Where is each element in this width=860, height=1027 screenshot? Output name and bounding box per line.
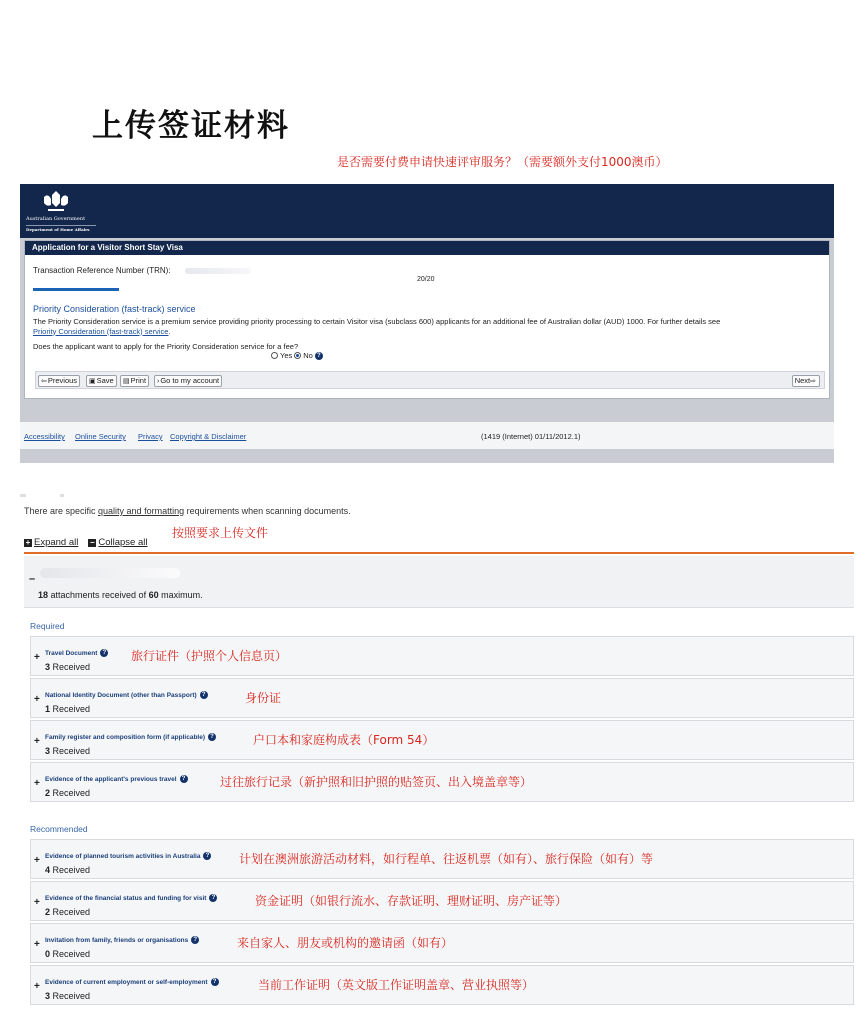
radio-yes[interactable] bbox=[271, 352, 278, 359]
document-title-group bbox=[45, 733, 216, 741]
document-received bbox=[45, 662, 90, 672]
document-row[interactable] bbox=[30, 923, 854, 963]
progress-bar bbox=[33, 288, 119, 291]
document-received-label: Received bbox=[50, 746, 91, 756]
expand-collapse-controls bbox=[24, 537, 148, 548]
document-title-group bbox=[45, 691, 208, 699]
previous-label: Previous bbox=[47, 376, 78, 385]
next-button[interactable] bbox=[792, 375, 820, 387]
government-logo bbox=[26, 189, 88, 233]
document-received bbox=[45, 788, 90, 798]
expand-all-link[interactable]: Expand all bbox=[34, 537, 79, 548]
print-icon: ▤ bbox=[123, 378, 130, 385]
document-received-count: 0 bbox=[45, 949, 51, 959]
document-title: Evidence of current employment or self-employment bbox=[45, 978, 208, 986]
collapse-icon[interactable]: – bbox=[29, 573, 36, 585]
footer-bar bbox=[20, 422, 834, 449]
form-toolbar bbox=[35, 371, 825, 389]
footer-link-accessibility[interactable]: Accessibility bbox=[24, 432, 65, 441]
scan-note-prefix: There are specific bbox=[24, 506, 99, 516]
document-title-group bbox=[45, 936, 199, 944]
help-icon[interactable]: ? bbox=[315, 352, 323, 360]
document-annotation: 过往旅行记录（新护照和旧护照的贴签页、出入境盖章等） bbox=[220, 775, 533, 789]
document-received-count: 3 bbox=[45, 991, 51, 1001]
document-received-count: 3 bbox=[45, 662, 51, 672]
document-title: National Identity Document (other than Passport) bbox=[45, 691, 197, 699]
help-icon[interactable]: ? bbox=[208, 733, 216, 741]
form-panel bbox=[24, 240, 830, 399]
visa-application-screenshot bbox=[20, 184, 834, 463]
priority-description bbox=[33, 317, 829, 336]
document-received bbox=[45, 704, 90, 714]
go-to-account-label: Go to my account bbox=[160, 376, 220, 385]
document-received bbox=[45, 991, 90, 1001]
next-icon: ⇨ bbox=[810, 378, 816, 385]
department-name: Department of Home Affairs bbox=[26, 225, 96, 232]
expand-icon[interactable]: + bbox=[34, 652, 40, 663]
trn-redacted bbox=[185, 268, 251, 274]
progress-label: 20/20 bbox=[417, 276, 435, 283]
document-annotation: 旅行证件（护照个人信息页） bbox=[131, 649, 288, 663]
document-title: Evidence of planned tourism activities in Australia bbox=[45, 852, 201, 860]
page-title: 上传签证材料 bbox=[92, 108, 290, 144]
help-icon[interactable]: ? bbox=[203, 852, 211, 860]
question-annotation: 是否需要付费申请快速评审服务？（需要额外支付1000澳币） bbox=[337, 155, 668, 169]
document-received-label: Received bbox=[50, 865, 91, 875]
save-button[interactable] bbox=[86, 375, 117, 387]
max-count: 60 bbox=[148, 590, 159, 600]
collapse-all-icon: − bbox=[90, 537, 95, 547]
document-received-label: Received bbox=[50, 662, 91, 672]
section-divider bbox=[24, 552, 854, 554]
document-received-label: Received bbox=[50, 907, 91, 917]
required-section-label: Required bbox=[30, 621, 65, 631]
help-icon[interactable]: ? bbox=[100, 649, 108, 657]
expand-icon[interactable]: + bbox=[34, 855, 40, 866]
upload-annotation: 按照要求上传文件 bbox=[172, 526, 269, 540]
save-label: Save bbox=[96, 376, 114, 385]
radio-no[interactable] bbox=[294, 352, 301, 359]
document-title-group bbox=[45, 852, 211, 860]
help-icon[interactable]: ? bbox=[200, 691, 208, 699]
recommended-section-label: Recommended bbox=[30, 824, 88, 834]
priority-link-suffix: . bbox=[168, 326, 171, 336]
document-received bbox=[45, 949, 90, 959]
document-annotation: 资金证明（如银行流水、存款证明、理财证明、房产证等） bbox=[255, 894, 568, 908]
document-received-count: 2 bbox=[45, 788, 51, 798]
document-received-count: 1 bbox=[45, 704, 51, 714]
received-text: attachments received of bbox=[48, 590, 149, 600]
expand-icon[interactable]: + bbox=[34, 778, 40, 789]
document-received-count: 2 bbox=[45, 907, 51, 917]
collapse-all-link[interactable]: Collapse all bbox=[98, 537, 148, 548]
priority-radio-group bbox=[271, 351, 323, 360]
document-title-group bbox=[45, 649, 108, 657]
applicant-name-redacted bbox=[40, 568, 180, 578]
help-icon[interactable]: ? bbox=[209, 894, 217, 902]
expand-icon[interactable]: + bbox=[34, 939, 40, 950]
document-row[interactable] bbox=[30, 636, 854, 676]
expand-icon[interactable]: + bbox=[34, 694, 40, 705]
radio-no-label: No bbox=[303, 351, 313, 360]
expand-icon[interactable]: + bbox=[34, 736, 40, 747]
document-annotation: 户口本和家庭构成表（Form 54） bbox=[253, 733, 435, 747]
document-row[interactable] bbox=[30, 965, 854, 1005]
document-row[interactable] bbox=[30, 678, 854, 718]
document-row[interactable] bbox=[30, 762, 854, 802]
document-row[interactable] bbox=[30, 720, 854, 760]
document-title-group bbox=[45, 894, 217, 902]
scan-note-suffix: requirements when scanning documents. bbox=[184, 506, 351, 516]
gov-name: Australian Government bbox=[26, 216, 86, 222]
document-title: Evidence of the applicant's previous travel bbox=[45, 775, 177, 783]
priority-question: Does the applicant want to apply for the Priority Consideration service for a fee? bbox=[33, 342, 299, 351]
trn-label: Transaction Reference Number (TRN): bbox=[33, 266, 171, 275]
version-text: (1419 (Internet) 01/11/2012.1) bbox=[481, 432, 581, 441]
go-to-account-button[interactable] bbox=[154, 375, 222, 387]
document-received-label: Received bbox=[50, 991, 91, 1001]
document-title: Invitation from family, friends or organisations bbox=[45, 936, 189, 944]
expand-all-icon: + bbox=[25, 537, 31, 547]
document-received bbox=[45, 865, 90, 875]
priority-heading: Priority Consideration (fast-track) service bbox=[33, 304, 196, 314]
document-received-label: Received bbox=[50, 788, 91, 798]
document-annotation: 当前工作证明（英文版工作证明盖章、营业执照等） bbox=[258, 978, 535, 992]
help-icon[interactable]: ? bbox=[191, 936, 199, 944]
form-title: Application for a Visitor Short Stay Visa bbox=[25, 241, 829, 255]
footer-link-online-security[interactable]: Online Security bbox=[75, 432, 126, 441]
document-title: Evidence of the financial status and funding for visit bbox=[45, 894, 207, 902]
document-received-label: Received bbox=[50, 949, 91, 959]
max-text: maximum. bbox=[158, 590, 203, 600]
print-button[interactable] bbox=[120, 375, 149, 387]
footer-link-privacy[interactable]: Privacy bbox=[138, 432, 163, 441]
document-row[interactable] bbox=[30, 881, 854, 921]
document-title-group bbox=[45, 978, 219, 986]
document-annotation: 来自家人、朋友或机构的邀请函（如有） bbox=[237, 936, 454, 950]
expand-icon[interactable]: + bbox=[34, 897, 40, 908]
quality-formatting-link[interactable]: quality and formatting bbox=[98, 506, 185, 516]
crop-edge bbox=[20, 494, 400, 497]
radio-yes-label: Yes bbox=[280, 351, 293, 360]
help-icon[interactable]: ? bbox=[180, 775, 188, 783]
document-received-count: 3 bbox=[45, 746, 51, 756]
applicant-header[interactable] bbox=[24, 556, 854, 608]
save-icon: ▣ bbox=[89, 378, 96, 385]
attachments-count bbox=[38, 590, 203, 600]
footer-link-copyright[interactable]: Copyright & Disclaimer bbox=[170, 432, 247, 441]
chevron-right-icon: › bbox=[157, 378, 160, 385]
document-title: Family register and composition form (if applicable) bbox=[45, 733, 205, 741]
document-received bbox=[45, 907, 90, 917]
progress-fill bbox=[33, 288, 119, 291]
next-label: Next bbox=[794, 376, 811, 385]
previous-button[interactable] bbox=[38, 375, 80, 387]
help-icon[interactable]: ? bbox=[211, 978, 219, 986]
document-annotation: 计划在澳洲旅游活动材料，如行程单、往返机票（如有）、旅行保险（如有）等 bbox=[239, 852, 654, 866]
document-annotation: 身份证 bbox=[245, 691, 282, 705]
document-received-label: Received bbox=[50, 704, 91, 714]
document-title: Travel Document bbox=[45, 649, 98, 657]
coat-of-arms-icon bbox=[40, 189, 72, 213]
scan-note bbox=[24, 506, 351, 516]
expand-icon[interactable]: + bbox=[34, 981, 40, 992]
previous-icon: ⇦ bbox=[41, 378, 47, 385]
received-count: 18 bbox=[38, 590, 49, 600]
document-received-count: 4 bbox=[45, 865, 51, 875]
priority-description-text: The Priority Consideration service is a premium service providing priority processing to certain Visitor visa (subclass 600) applicants for an additional fee of Australian dollar (AUD) 1000. For further details see bbox=[33, 317, 721, 326]
document-title-group bbox=[45, 775, 188, 783]
gov-header bbox=[20, 184, 834, 238]
priority-link[interactable]: Priority Consideration (fast-track) service bbox=[33, 326, 169, 336]
document-row[interactable] bbox=[30, 839, 854, 879]
print-label: Print bbox=[130, 376, 147, 385]
document-received bbox=[45, 746, 90, 756]
